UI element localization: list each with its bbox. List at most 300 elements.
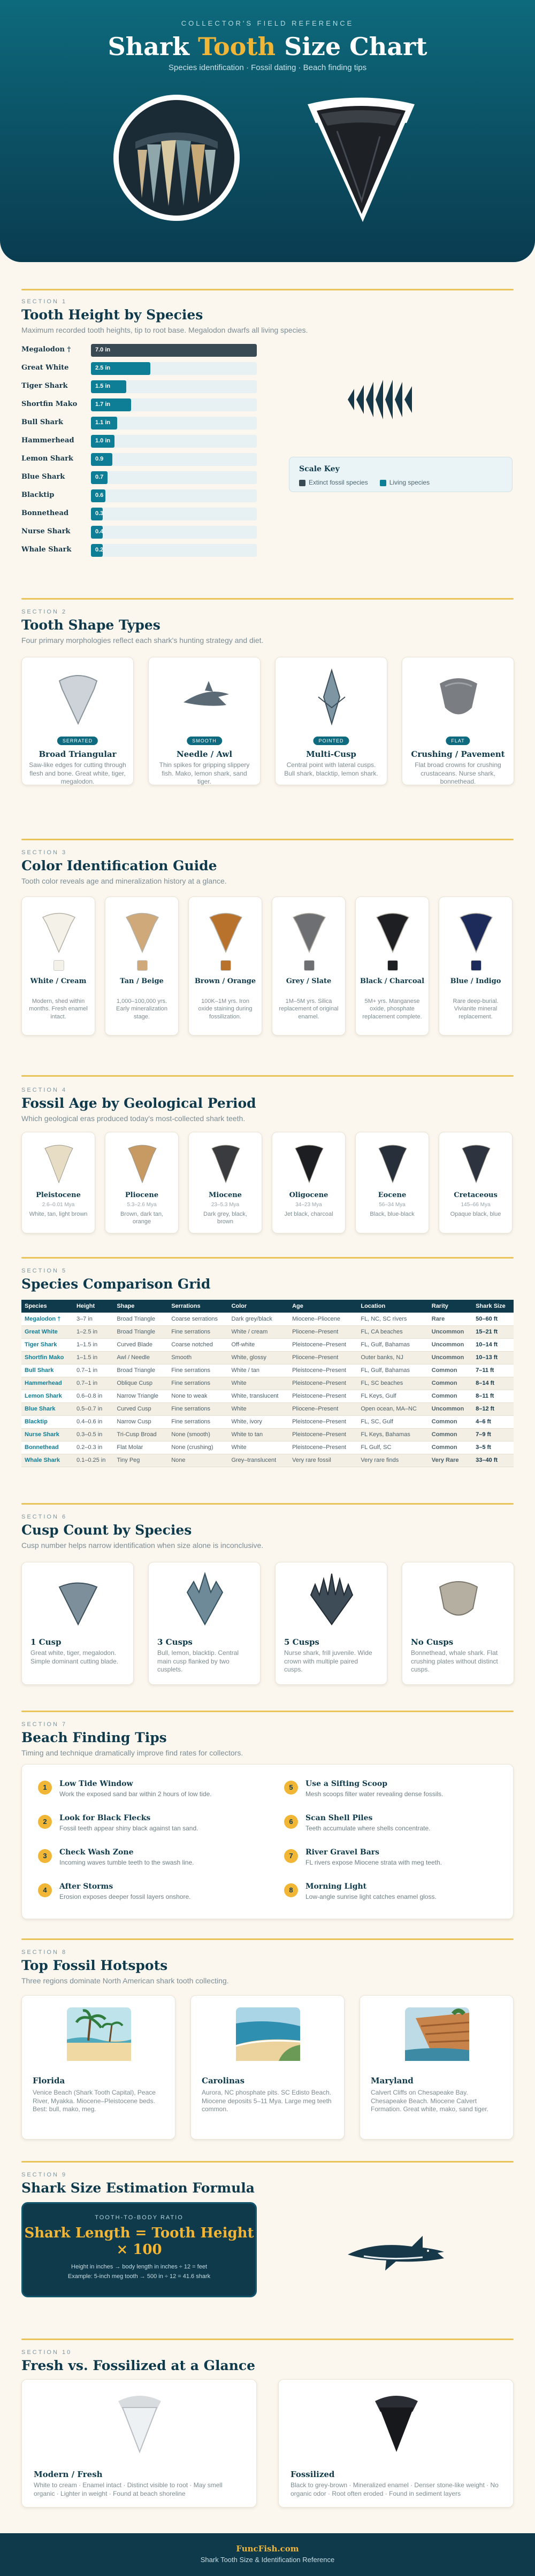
table-cell: Common xyxy=(429,1415,472,1428)
tips-section xyxy=(21,1721,514,1757)
bar-value-label: 0.9 xyxy=(95,456,104,462)
color-swatch xyxy=(54,960,64,971)
table-cell: White / tan xyxy=(228,1364,289,1377)
section-number: SECTION 10 xyxy=(21,2349,72,2356)
table-header-cell: Location xyxy=(357,1300,428,1313)
section-number: SECTION 8 xyxy=(21,1949,67,1956)
color-card xyxy=(439,896,513,1036)
table-cell: FL Keys, Bahamas xyxy=(357,1428,428,1441)
color-swatch xyxy=(220,960,231,971)
tip-desc: Work the exposed sand bar within 2 hours of low tide. xyxy=(59,1790,212,1798)
period-era: 2.6–0.01 Mya xyxy=(42,1202,75,1208)
shape-tooth-icon xyxy=(175,665,234,729)
section-divider xyxy=(21,1503,514,1505)
bar-value-label: 0.6 xyxy=(95,492,104,499)
hotspot-illustration xyxy=(67,2007,131,2061)
cusp-desc: Great white, tiger, megalodon. Simple dominant cutting blade. xyxy=(30,1649,119,1665)
table-cell: 0.1–0.25 in xyxy=(73,1454,113,1467)
shape-desc: Thin spikes for gripping slippery fish. Mako, lemon shark, sand tiger. xyxy=(159,761,250,786)
shape-name: Crushing / Pavement xyxy=(411,749,505,759)
shape-card xyxy=(275,657,387,785)
table-cell: 0.7–1 in xyxy=(73,1377,113,1390)
table-cell: Curved Cusp xyxy=(113,1402,168,1415)
table-cell: None xyxy=(168,1454,228,1467)
table-cell: 1–1.5 in xyxy=(73,1351,113,1364)
table-cell: Uncommon xyxy=(429,1325,472,1338)
table-cell: Fine serrations xyxy=(168,1377,228,1390)
table-cell: Blue Shark xyxy=(21,1402,73,1415)
height-section xyxy=(21,298,514,554)
section-divider xyxy=(21,289,514,290)
colored-tooth-icon xyxy=(291,907,328,955)
hotspot-card xyxy=(360,1995,514,2140)
cusp-card xyxy=(275,1562,387,1685)
cusp-name: 3 Cusps xyxy=(157,1637,193,1647)
cusp-desc: Bonnethead, whale shark. Flat crushing plates without distinct cusps. xyxy=(411,1649,498,1674)
shape-card xyxy=(402,657,514,785)
table-cell: Hammerhead xyxy=(21,1377,73,1390)
tip-item xyxy=(38,1881,257,1905)
section-description: Three regions dominate North American shark tooth collecting. xyxy=(21,1976,229,1985)
color-card xyxy=(355,896,429,1036)
footer-site[interactable]: FuncFish.com xyxy=(236,2544,299,2554)
cusp-desc: Bull, lemon, blacktip. Central main cusp flanked by two cusplets. xyxy=(157,1649,239,1674)
tip-title: Scan Shell Piles xyxy=(305,1814,373,1822)
species-comparison-table xyxy=(21,1300,514,1467)
shape-desc: Flat broad crowns for crushing crustaceans. Nurse shark, bonnethead. xyxy=(415,761,501,786)
table-cell: FL, Gulf, Bahamas xyxy=(357,1338,428,1351)
colored-tooth-icon xyxy=(40,907,78,955)
fossil-title: Fossilized xyxy=(291,2470,335,2479)
table-cell: 7–9 ft xyxy=(472,1428,514,1441)
shapes-section xyxy=(21,609,514,645)
section-divider xyxy=(21,1075,514,1077)
table-cell: Narrow Triangle xyxy=(113,1390,168,1402)
cusp-desc: Nurse shark, frill juvenile. Wide crown with multiple paired cusps. xyxy=(284,1649,372,1674)
tip-item xyxy=(284,1778,503,1802)
bar-species-label: Bonnethead xyxy=(21,509,69,517)
table-cell: Uncommon xyxy=(429,1402,472,1415)
section-divider xyxy=(21,2161,514,2163)
table-cell: Pleistocene–Present xyxy=(289,1428,357,1441)
bar-value-label: 0.7 xyxy=(95,474,104,480)
bar-track xyxy=(91,362,257,375)
bar-species-label: Shortfin Mako xyxy=(21,400,78,408)
section-title: Color Identification Guide xyxy=(21,858,217,873)
table-row xyxy=(21,1415,514,1428)
hotspots-section xyxy=(21,1949,514,1985)
shape-card xyxy=(148,657,261,785)
table-header-cell: Shape xyxy=(113,1300,168,1313)
table-cell: Broad Triangle xyxy=(113,1313,168,1325)
hotspot-desc: Aurora, NC phosphate pits. SC Edisto Beach. Miocene deposits 5–11 Mya. Large meg teeth common. xyxy=(202,2089,332,2113)
cusp-name: 5 Cusps xyxy=(284,1637,319,1647)
period-name: Eocene xyxy=(378,1191,407,1199)
hotspot-illustration xyxy=(236,2007,300,2061)
table-cell: Pleistocene–Present xyxy=(289,1338,357,1351)
table-cell: Lemon Shark xyxy=(21,1390,73,1402)
section-description: Four primary morphologies reflect each shark's hunting strategy and diet. xyxy=(21,636,264,645)
table-header-cell: Rarity xyxy=(429,1300,472,1313)
tip-desc: Fossil teeth appear shiny black against tan sand. xyxy=(59,1824,198,1832)
modern-title: Modern / Fresh xyxy=(34,2470,103,2479)
shape-tooth-icon xyxy=(49,665,108,729)
shark-jaw-illustration xyxy=(110,91,243,225)
table-cell: Fine serrations xyxy=(168,1325,228,1338)
table-cell: White, translucent xyxy=(228,1390,289,1402)
tip-number: 4 xyxy=(38,1883,52,1897)
color-section xyxy=(21,849,514,885)
table-row xyxy=(21,1390,514,1402)
shape-tag: SERRATED xyxy=(57,737,98,745)
bar-track xyxy=(91,398,257,411)
tip-title: River Gravel Bars xyxy=(305,1848,380,1857)
section-number: SECTION 2 xyxy=(21,609,67,615)
section-number: SECTION 9 xyxy=(21,2172,67,2178)
bar-species-label: Nurse Shark xyxy=(21,527,71,535)
bar-track xyxy=(91,435,257,448)
table-cell: Great White xyxy=(21,1325,73,1338)
cusp-card xyxy=(21,1562,134,1685)
table-row xyxy=(21,1338,514,1351)
table-cell: 1–1.5 in xyxy=(73,1338,113,1351)
section-description: Maximum recorded tooth heights, tip to root base. Megalodon dwarfs all living species. xyxy=(21,326,308,334)
cusp-tooth-icon xyxy=(434,1571,483,1630)
table-row xyxy=(21,1402,514,1415)
section-divider xyxy=(21,1257,514,1259)
period-desc: Jet black, charcoal xyxy=(284,1211,333,1217)
table-cell: Very Rare xyxy=(429,1454,472,1467)
color-desc: 100K–1M yrs. Iron oxide staining during fossilization. xyxy=(198,998,253,1020)
table-cell: 8–11 ft xyxy=(472,1390,514,1402)
table-cell: None (smooth) xyxy=(168,1428,228,1441)
bar-value-label: 0.2 xyxy=(95,547,104,553)
bar-value-label: 0.3 xyxy=(95,510,104,517)
hotspot-card xyxy=(21,1995,175,2140)
cusp-section xyxy=(21,1514,514,1550)
tip-desc: Incoming waves tumble teeth to the swash line. xyxy=(59,1859,194,1866)
table-cell: Uncommon xyxy=(429,1351,472,1364)
table-cell: Pliocene–Present xyxy=(289,1351,357,1364)
table-cell: Pleistocene–Present xyxy=(289,1390,357,1402)
table-cell: Narrow Cusp xyxy=(113,1415,168,1428)
fossil-tooth-icon xyxy=(293,1140,325,1185)
tip-item xyxy=(284,1881,503,1905)
bar-value-label: 1.7 in xyxy=(95,401,111,408)
table-cell: Megalodon † xyxy=(21,1313,73,1325)
shape-tag: SMOOTH xyxy=(187,737,222,745)
tip-title: Check Wash Zone xyxy=(59,1848,134,1857)
bar-track xyxy=(91,526,257,539)
height-bar-row xyxy=(21,415,257,430)
fossil-tooth-icon xyxy=(377,1140,409,1185)
table-cell: Fine serrations xyxy=(168,1415,228,1428)
table-cell: White / cream xyxy=(228,1325,289,1338)
color-desc: Modern, shed within months. Fresh enamel intact. xyxy=(29,998,88,1020)
title-suffix: Size Chart xyxy=(276,32,427,61)
title-prefix: Shark xyxy=(108,32,198,61)
table-cell: FL Keys, Gulf xyxy=(357,1390,428,1402)
table-cell: White to tan xyxy=(228,1428,289,1441)
height-bar-row xyxy=(21,488,257,503)
colored-tooth-icon xyxy=(374,907,411,955)
color-swatch xyxy=(471,960,482,971)
bar-species-label: Blacktip xyxy=(21,491,55,499)
tip-item xyxy=(38,1813,257,1836)
section-divider xyxy=(21,2339,514,2340)
tip-item xyxy=(284,1847,503,1870)
table-cell: FL, SC, Gulf xyxy=(357,1415,428,1428)
section-divider xyxy=(21,1711,514,1712)
table-cell: FL, Gulf, Bahamas xyxy=(357,1364,428,1377)
table-cell: 4–6 ft xyxy=(472,1415,514,1428)
table-cell: Smooth xyxy=(168,1351,228,1364)
fossil-desc: Black to grey-brown · Mineralized enamel · Denser stone-like weight · No organic odor · Root often eroded · Found in sediment layers xyxy=(291,2481,499,2497)
table-cell: Rare xyxy=(429,1313,472,1325)
table-cell: Common xyxy=(429,1390,472,1402)
table-cell: FL Gulf, SC xyxy=(357,1441,428,1454)
tip-number: 7 xyxy=(284,1849,298,1863)
bar-value-label: 1.1 in xyxy=(95,419,111,426)
height-bar-row xyxy=(21,506,257,521)
color-name: Tan / Beige xyxy=(120,977,164,985)
period-name: Miocene xyxy=(209,1191,242,1199)
colored-tooth-icon xyxy=(124,907,161,955)
title-accent: Tooth xyxy=(198,32,276,61)
table-cell: 7–11 ft xyxy=(472,1364,514,1377)
table-header-cell: Species xyxy=(21,1300,73,1313)
height-bar-row xyxy=(21,470,257,485)
period-desc: Black, blue-black xyxy=(370,1211,415,1217)
section-number: SECTION 7 xyxy=(21,1721,67,1728)
tip-title: Use a Sifting Scoop xyxy=(305,1780,387,1788)
table-cell: Nurse Shark xyxy=(21,1428,73,1441)
bar-value-label: 7.0 in xyxy=(95,347,111,353)
table-cell: 0.7–1 in xyxy=(73,1364,113,1377)
table-cell: 0.5–0.7 in xyxy=(73,1402,113,1415)
scale-key xyxy=(289,457,513,492)
period-era: 56–34 Mya xyxy=(379,1202,406,1208)
table-header-cell: Age xyxy=(289,1300,357,1313)
table-cell: Miocene–Pliocene xyxy=(289,1313,357,1325)
tip-item xyxy=(284,1813,503,1836)
color-desc: 5M+ yrs. Manganese oxide, phosphate replacement complete. xyxy=(362,998,422,1020)
period-desc: Dark grey, black, brown xyxy=(203,1211,247,1225)
fossil-period-card xyxy=(355,1132,429,1233)
tip-desc: Erosion exposes deeper fossil layers onshore. xyxy=(59,1893,191,1900)
color-card xyxy=(105,896,179,1036)
table-cell: Common xyxy=(429,1364,472,1377)
table-cell: Whale Shark xyxy=(21,1454,73,1467)
section-number: SECTION 3 xyxy=(21,849,67,856)
table-cell: Shortfin Mako xyxy=(21,1351,73,1364)
period-name: Pleistocene xyxy=(36,1191,81,1199)
tip-number: 1 xyxy=(38,1781,52,1795)
page-title xyxy=(0,32,535,61)
table-cell: 0.4–0.6 in xyxy=(73,1415,113,1428)
formula-kicker: TOOTH-TO-BODY RATIO xyxy=(95,2214,184,2221)
table-cell: Open ocean, MA–NC xyxy=(357,1402,428,1415)
shape-tag: POINTED xyxy=(313,737,349,745)
modern-desc: White to cream · Enamel intact · Distinct visible to root · May smell organic · Lighter in weight · Found at beach shoreline xyxy=(34,2481,223,2497)
table-cell: 8–14 ft xyxy=(472,1377,514,1390)
tip-desc: FL rivers expose Miocene strata with meg teeth. xyxy=(305,1859,442,1866)
height-bar-row xyxy=(21,524,257,539)
formula-note: Height in inches → body length in inches ÷ 12 = feet xyxy=(71,2264,207,2271)
bar-species-label: Megalodon † xyxy=(21,346,71,354)
height-bar-row xyxy=(21,397,257,412)
table-row xyxy=(21,1364,514,1377)
height-bar-row xyxy=(21,379,257,394)
section-divider xyxy=(21,839,514,840)
section-title: Tooth Height by Species xyxy=(21,307,203,323)
shape-tooth-icon xyxy=(302,665,361,729)
tip-number: 8 xyxy=(284,1883,298,1897)
table-cell: Very rare finds xyxy=(357,1454,428,1467)
table-cell: None to weak xyxy=(168,1390,228,1402)
table-cell: Broad Triangle xyxy=(113,1325,168,1338)
table-cell: Fine serrations xyxy=(168,1364,228,1377)
fossil-tooth-icon xyxy=(43,1140,75,1185)
table-cell: Off-white xyxy=(228,1338,289,1351)
table-row xyxy=(21,1351,514,1364)
table-row xyxy=(21,1313,514,1325)
color-name: Brown / Orange xyxy=(194,977,256,985)
table-cell: 0.3–0.5 in xyxy=(73,1428,113,1441)
height-bar-row xyxy=(21,451,257,466)
key-extinct: Extinct fossil species xyxy=(299,479,368,486)
tip-number: 6 xyxy=(284,1815,298,1829)
table-cell: Common xyxy=(429,1377,472,1390)
table-header-cell: Color xyxy=(228,1300,289,1313)
height-bar-row xyxy=(21,361,257,375)
tip-desc: Low-angle sunrise light catches enamel gloss. xyxy=(305,1893,437,1900)
table-cell: 0.6–0.8 in xyxy=(73,1390,113,1402)
page-footer xyxy=(0,2533,535,2576)
shape-desc: Saw-like edges for cutting through flesh and bone. Great white, tiger, megalodon. xyxy=(29,761,126,786)
table-cell: Dark grey/black xyxy=(228,1313,289,1325)
table-cell: Oblique Cusp xyxy=(113,1377,168,1390)
table-row xyxy=(21,1441,514,1454)
table-header-row xyxy=(21,1300,514,1313)
table-cell: Coarse notched xyxy=(168,1338,228,1351)
shark-silhouette-icon xyxy=(342,2225,449,2279)
table-cell: Tiger Shark xyxy=(21,1338,73,1351)
table-cell: White, ivory xyxy=(228,1415,289,1428)
section-title: Species Comparison Grid xyxy=(21,1276,211,1292)
modern-card xyxy=(21,2379,257,2508)
hotspot-desc: Calvert Cliffs on Chesapeake Bay. Chesapeake Beach. Miocene Calvert Formation. Great white, mako, sand tiger. xyxy=(371,2089,489,2113)
jaw-teeth-icon xyxy=(342,370,423,429)
tip-number: 2 xyxy=(38,1815,52,1829)
table-row xyxy=(21,1428,514,1441)
tip-item xyxy=(38,1778,257,1802)
table-cell: Grey–translucent xyxy=(228,1454,289,1467)
page-header xyxy=(0,0,535,262)
table-cell: FL, SC beaches xyxy=(357,1377,428,1390)
formula-box xyxy=(21,2202,257,2297)
color-name: Grey / Slate xyxy=(286,977,332,985)
fossil-period-card xyxy=(272,1132,346,1233)
fossil-tooth-icon xyxy=(126,1140,158,1185)
bar-track xyxy=(91,453,257,466)
section-title: Fossil Age by Geological Period xyxy=(21,1095,256,1111)
section-description: Tooth color reveals age and mineralization history at a glance. xyxy=(21,877,227,885)
header-subtitle: Species identification · Fossil dating · Beach finding tips xyxy=(168,63,367,72)
shape-name: Needle / Awl xyxy=(176,749,233,759)
bar-track xyxy=(91,471,257,484)
color-swatch xyxy=(137,960,148,971)
bar-track xyxy=(91,417,257,430)
tip-title: After Storms xyxy=(59,1882,113,1891)
table-cell: 10–13 ft xyxy=(472,1351,514,1364)
section-number: SECTION 6 xyxy=(21,1514,67,1520)
section-title: Beach Finding Tips xyxy=(21,1730,167,1745)
color-card xyxy=(21,896,95,1036)
color-desc: 1M–5M yrs. Silica replacement of original enamel. xyxy=(279,998,339,1020)
table-header-cell: Serrations xyxy=(168,1300,228,1313)
table-cell: 3–5 ft xyxy=(472,1441,514,1454)
table-cell: 3–7 in xyxy=(73,1313,113,1325)
tip-item xyxy=(38,1847,257,1870)
hotspot-card xyxy=(190,1995,345,2140)
table-cell: Bonnethead xyxy=(21,1441,73,1454)
bar-value-label: 1.5 in xyxy=(95,383,111,389)
table-row xyxy=(21,1325,514,1338)
table-row xyxy=(21,1454,514,1467)
tip-desc: Mesh scoops filter water revealing dense fossils. xyxy=(305,1790,444,1798)
bar-species-label: Lemon Shark xyxy=(21,455,73,463)
cusp-name: No Cusps xyxy=(411,1637,454,1647)
period-era: 34–23 Mya xyxy=(295,1202,322,1208)
table-cell: Pliocene–Present xyxy=(289,1402,357,1415)
table-row xyxy=(21,1377,514,1390)
formula-example: Example: 5-inch meg tooth → 500 in ÷ 12 = 41.6 shark xyxy=(67,2273,211,2280)
table-cell: Tri-Cusp Broad xyxy=(113,1428,168,1441)
bar-value-label: 0.4 xyxy=(95,528,104,535)
section-description: Timing and technique dramatically improve find rates for collectors. xyxy=(21,1749,243,1757)
table-cell: 15–21 ft xyxy=(472,1325,514,1338)
cusp-card xyxy=(148,1562,261,1685)
table-cell: FL, NC, SC rivers xyxy=(357,1313,428,1325)
table-cell: Flat Molar xyxy=(113,1441,168,1454)
table-cell: White, glossy xyxy=(228,1351,289,1364)
table-cell: Fine serrations xyxy=(168,1402,228,1415)
fossil-tooth-icon xyxy=(210,1140,242,1185)
bar-track xyxy=(91,508,257,520)
table-cell: Curved Blade xyxy=(113,1338,168,1351)
tips-panel xyxy=(21,1764,514,1919)
table-cell: Pleistocene–Present xyxy=(289,1441,357,1454)
white-tooth-icon xyxy=(113,2390,166,2455)
shape-tooth-icon xyxy=(429,665,488,729)
bar-value-label: 2.5 in xyxy=(95,365,111,371)
bar-fill xyxy=(91,344,257,357)
period-desc: Brown, dark tan, orange xyxy=(120,1211,164,1225)
table-cell: 50–60 ft xyxy=(472,1313,514,1325)
bar-species-label: Blue Shark xyxy=(21,473,65,481)
section-title: Cusp Count by Species xyxy=(21,1522,192,1538)
section-title: Tooth Shape Types xyxy=(21,617,160,633)
table-cell: Pleistocene–Present xyxy=(289,1364,357,1377)
color-name: Blue / Indigo xyxy=(450,977,501,985)
bar-track xyxy=(91,544,257,557)
bar-value-label: 1.0 in xyxy=(95,438,111,444)
fresh-section xyxy=(21,2349,514,2373)
section-description: Which geological eras produced today's most-collected shark teeth. xyxy=(21,1114,246,1123)
table-cell: 0.2–0.3 in xyxy=(73,1441,113,1454)
period-era: 23–5.3 Mya xyxy=(211,1202,240,1208)
